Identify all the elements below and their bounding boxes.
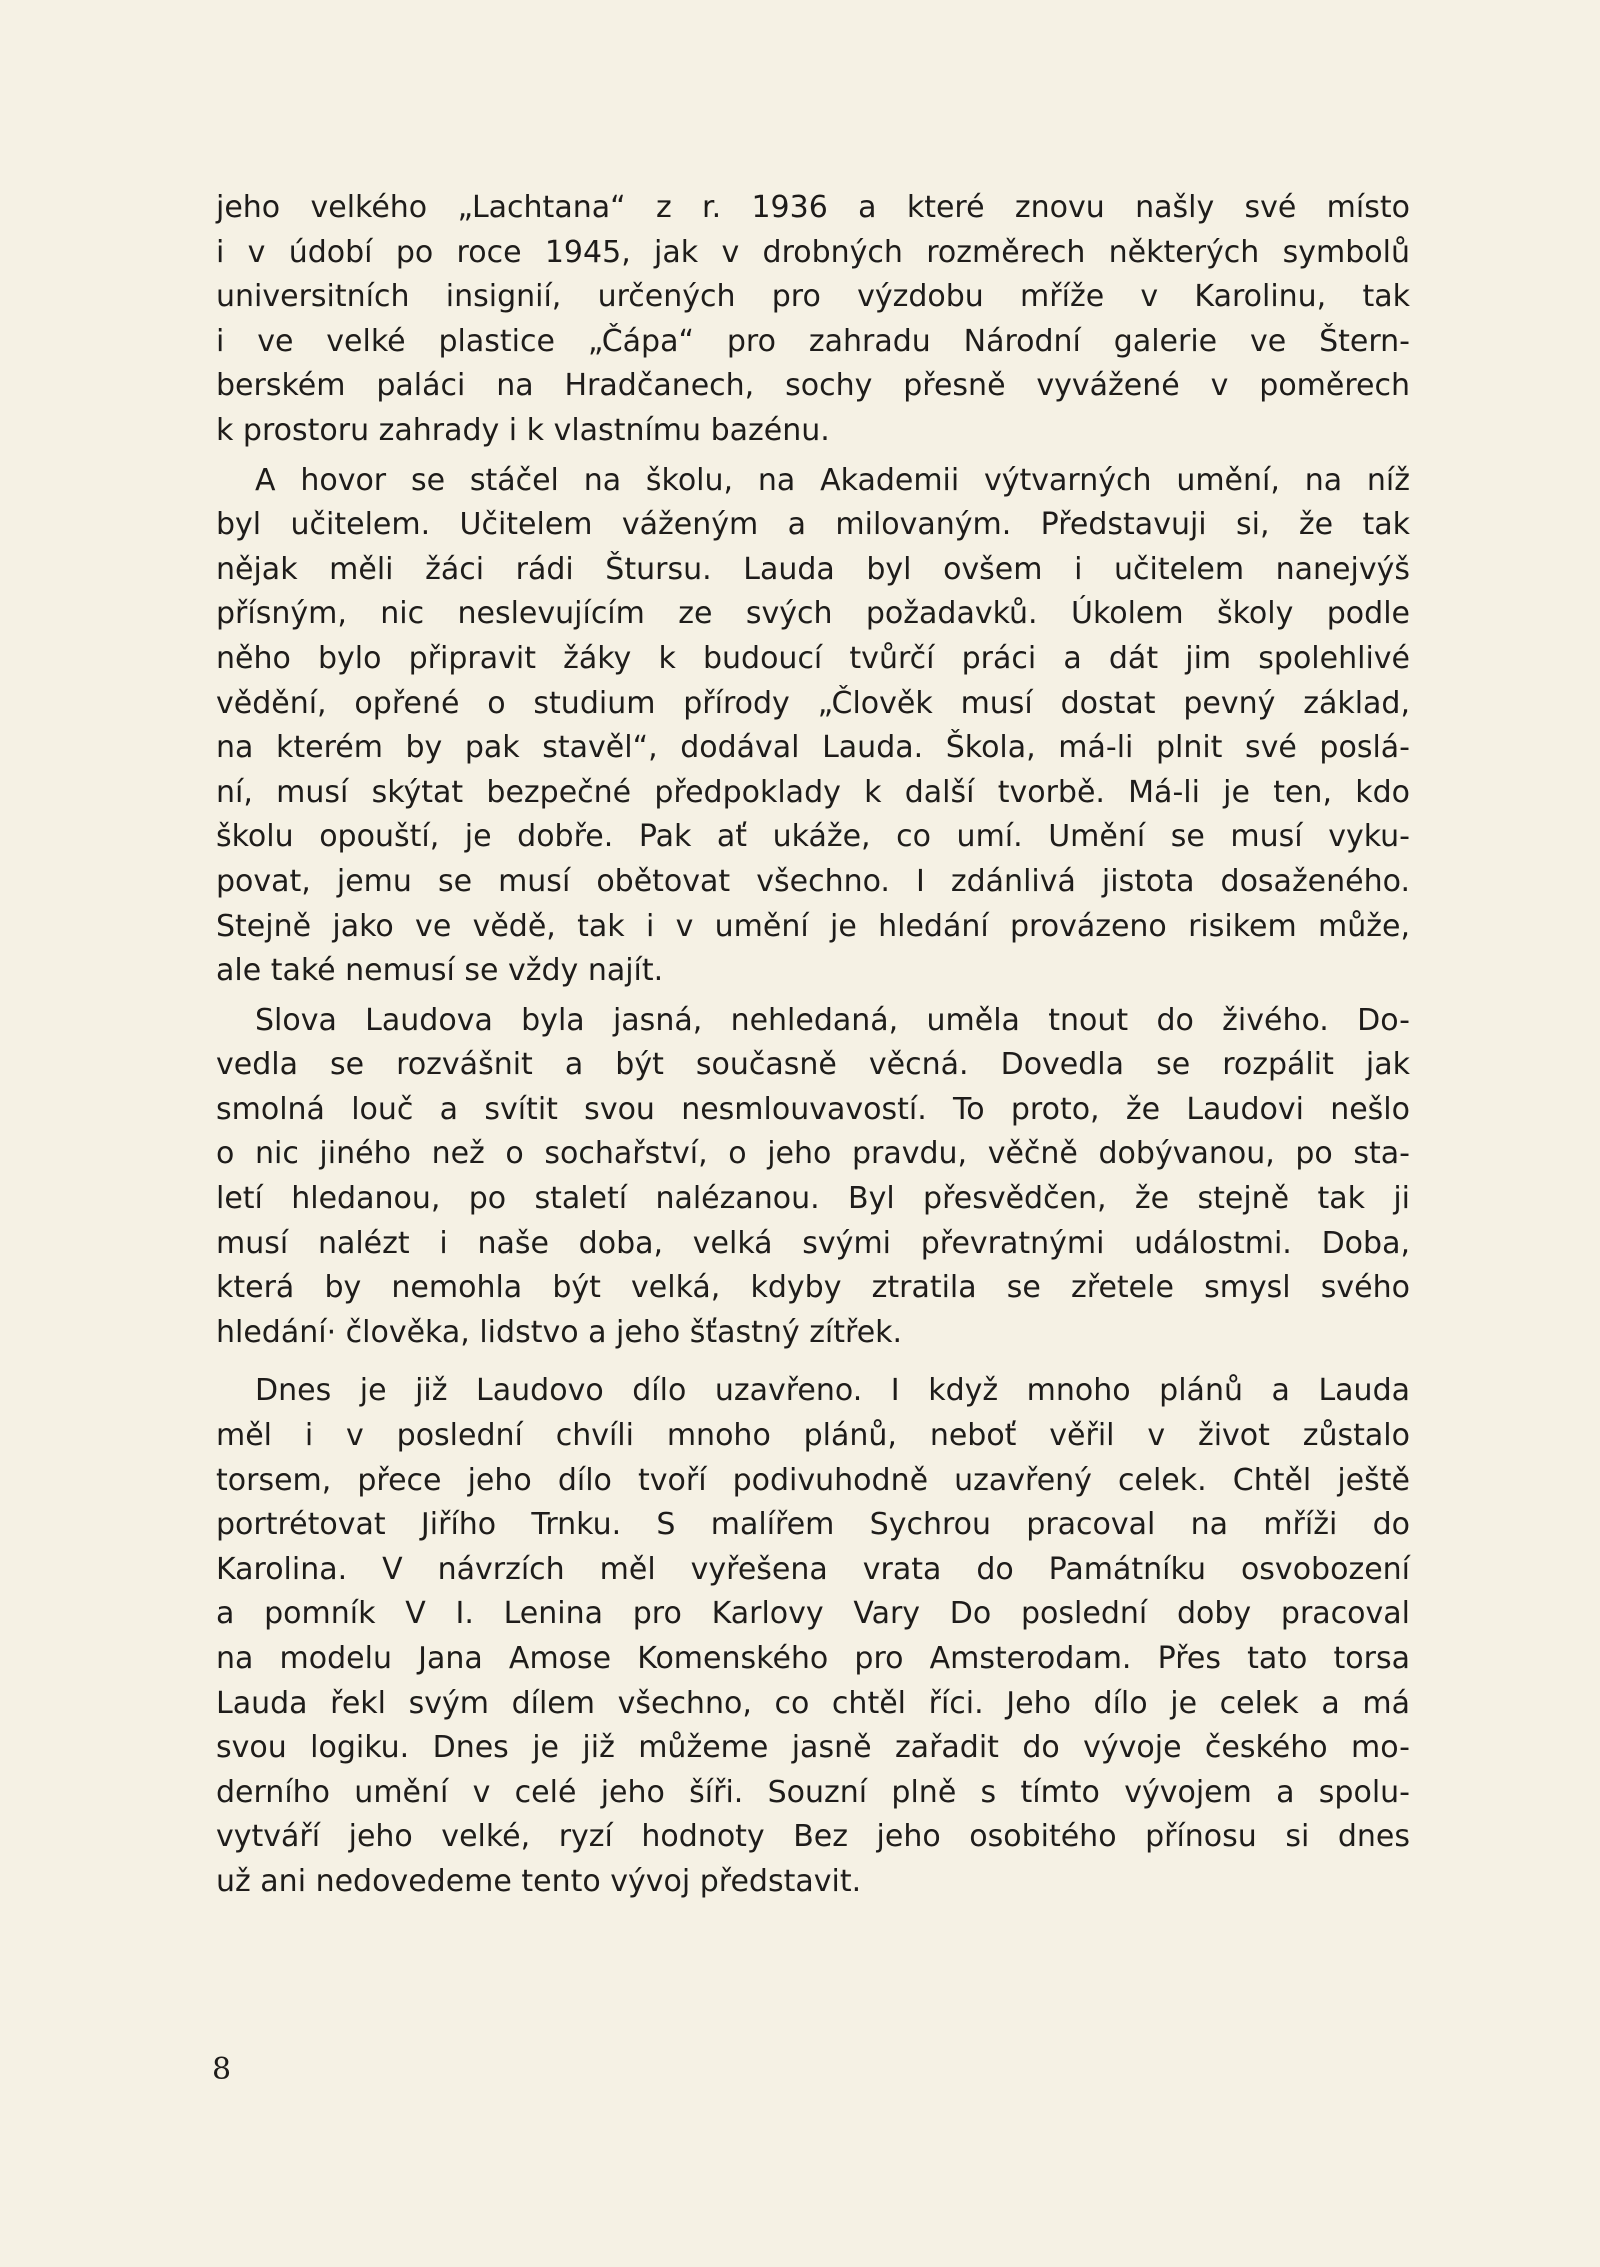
text-line: Lauda řekl svým dílem všechno, co chtěl říci. Jeho dílo je celek a má — [216, 1685, 1410, 1721]
text-line: Stejně jako ve vědě, tak i v umění je hledání provázeno risikem může, — [216, 908, 1410, 944]
text-line: vedla se rozvášnit a být současně věcná. Dovedla se rozpálit jak — [216, 1047, 1410, 1083]
text-line: hledání· člověka, lidstvo a jeho šťastný zítřek. — [216, 1314, 903, 1350]
text-line: i v údobí po roce 1945, jak v drobných rozměrech některých symbolů — [216, 234, 1410, 270]
text-line: portrétovat Jiřího Trnku. S malířem Sychrou pracoval na mříži do — [216, 1507, 1410, 1543]
text-line: ale také nemusí se vždy najít. — [216, 953, 664, 989]
body-text — [216, 186, 1410, 1905]
text-line: berském paláci na Hradčanech, sochy přesně vyvážené v poměrech — [216, 368, 1410, 404]
text-line: ní, musí skýtat bezpečné předpoklady k další tvorbě. Má-li je ten, kdo — [216, 774, 1410, 810]
text-line: která by nemohla být velká, kdyby ztratila se zřetele smysl svého — [216, 1270, 1410, 1306]
paragraph-2 — [216, 459, 1410, 994]
text-line: derního umění v celé jeho šíři. Souzní plně s tímto vývojem a spolu- — [216, 1774, 1410, 1810]
page-number: 8 — [212, 2052, 232, 2087]
paragraph-3 — [216, 999, 1410, 1356]
text-line: už ani nedovedeme tento vývoj představit. — [216, 1863, 862, 1899]
text-line: torsem, přece jeho dílo tvoří podivuhodně uzavřený celek. Chtěl ještě — [216, 1462, 1410, 1498]
paragraph-4 — [216, 1369, 1410, 1904]
text-line: svou logiku. Dnes je již můžeme jasně zařadit do vývoje českého mo- — [216, 1730, 1410, 1766]
text-line: i ve velké plastice „Čápa“ pro zahradu Národní galerie ve Štern- — [216, 323, 1410, 359]
text-line: Karolina. V návrzích měl vyřešena vrata do Památníku osvobození — [216, 1551, 1410, 1587]
text-line: na kterém by pak stavěl“, dodával Lauda. Škola, má-li plnit své poslá- — [216, 730, 1410, 766]
text-line: měl i v poslední chvíli mnoho plánů, neboť věřil v život zůstalo — [216, 1418, 1410, 1454]
text-line: jeho velkého „Lachtana“ z r. 1936 a které znovu našly své místo — [216, 190, 1410, 225]
text-line: byl učitelem. Učitelem váženým a milovaným. Představuji si, že tak — [216, 507, 1410, 543]
text-line: vědění, opřené o studium přírody „Člověk musí dostat pevný základ, — [216, 685, 1410, 721]
text-line: na modelu Jana Amose Komenského pro Amsterodam. Přes tato torsa — [216, 1641, 1410, 1676]
text-line: povat, jemu se musí obětovat všechno. I zdánlivá jistota dosaženého. — [216, 863, 1410, 899]
text-line: a pomník V I. Lenina pro Karlovy Vary Do poslední doby pracoval — [216, 1596, 1410, 1632]
text-line: přísným, nic neslevujícím ze svých požadavků. Úkolem školy podle — [216, 596, 1410, 632]
text-line: Dnes je již Laudovo dílo uzavřeno. I když mnoho plánů a Lauda — [255, 1373, 1410, 1409]
text-line: vytváří jeho velké, ryzí hodnoty Bez jeho osobitého přínosu si dnes — [216, 1819, 1410, 1855]
text-line: letí hledanou, po staletí nalézanou. Byl přesvědčen, že stejně tak ji — [216, 1181, 1410, 1217]
text-line: o nic jiného než o sochařství, o jeho pravdu, věčně dobývanou, po sta- — [216, 1136, 1410, 1172]
paragraph-1 — [216, 186, 1410, 454]
text-line: smolná louč a svítit svou nesmlouvavostí. To proto, že Laudovi nešlo — [216, 1091, 1410, 1127]
text-line: něho bylo připravit žáky k budoucí tvůrčí práci a dát jim spolehlivé — [216, 640, 1410, 676]
text-line: musí nalézt i naše doba, velká svými převratnými událostmi. Doba, — [216, 1225, 1410, 1261]
text-line: školu opouští, je dobře. Pak ať ukáže, co umí. Umění se musí vyku- — [216, 819, 1410, 855]
text-line: universitních insignií, určených pro výzdobu mříže v Karolinu, tak — [216, 279, 1410, 315]
text-line: k prostoru zahrady i k vlastnímu bazénu. — [216, 412, 830, 448]
text-line: A hovor se stáčel na školu, na Akademii výtvarných umění, na níž — [255, 462, 1410, 498]
text-line: Slova Laudova byla jasná, nehledaná, uměla tnout do živého. Do- — [255, 1002, 1410, 1038]
text-line: nějak měli žáci rádi Štursu. Lauda byl ovšem i učitelem nanejvýš — [216, 551, 1410, 587]
